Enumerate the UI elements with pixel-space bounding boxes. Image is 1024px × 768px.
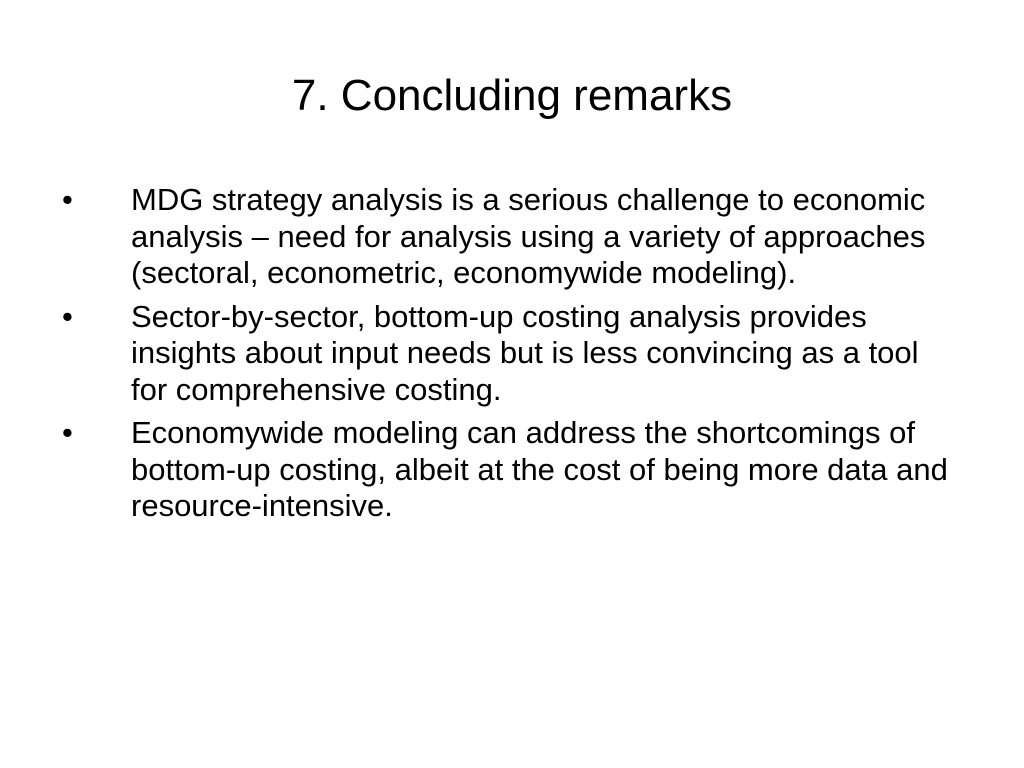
bullet-item: [0, 415, 1024, 525]
bullet-icon: •: [62, 182, 73, 217]
bullet-list: [0, 182, 1024, 532]
bullet-text: MDG strategy analysis is a serious challenge to economic analysis – need for analysis using a variety of approaches (sectoral, econometric, economywide modeling).: [131, 182, 926, 290]
bullet-icon: •: [62, 415, 73, 450]
bullet-text: Sector-by-sector, bottom-up costing analysis provides insights about input needs but is less convincing as a tool for comprehensive costing.: [131, 298, 919, 407]
bullet-icon: •: [62, 298, 73, 334]
bullet-item: [0, 299, 1024, 409]
bullet-item: [0, 182, 1024, 292]
bullet-text: Economywide modeling can address the shortcomings of bottom-up costing, albeit at the cost of being more data and resource-intensive.: [131, 415, 948, 523]
slide-title: 7. Concluding remarks: [291, 71, 733, 120]
